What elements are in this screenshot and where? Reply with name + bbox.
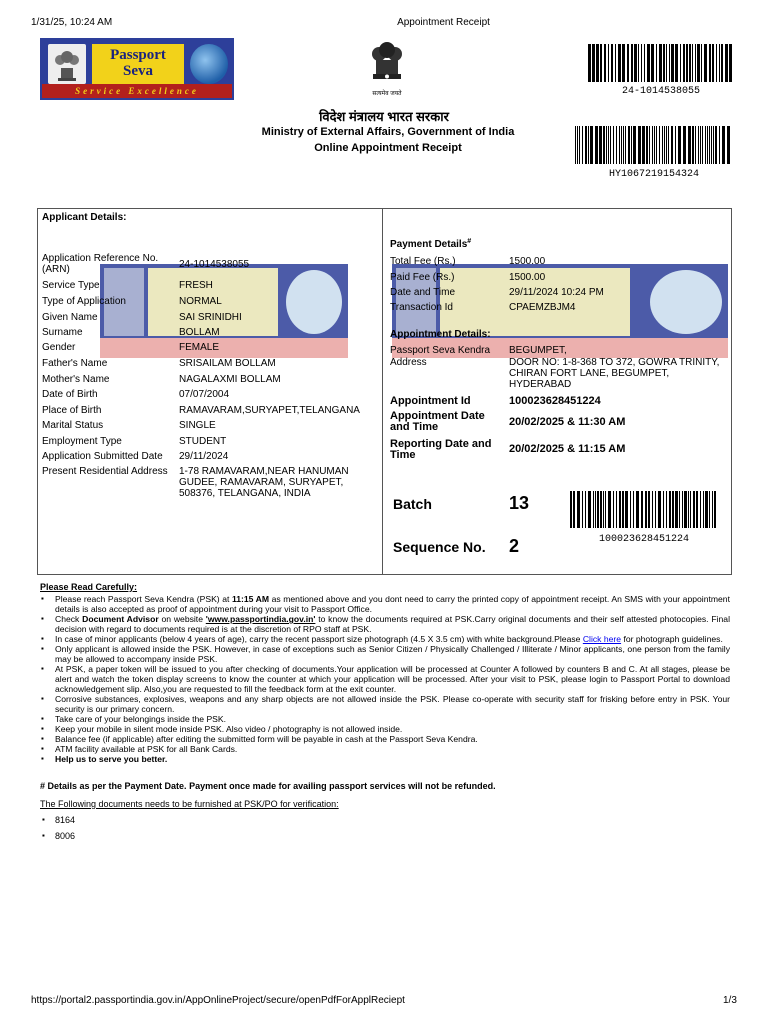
barcode-bar [701,44,702,82]
arn-barcode-text: 24-1014538055 [621,86,700,97]
logo-line2: Seva [123,63,153,79]
barcode-bar [619,126,620,164]
barcode-bar [711,126,712,164]
barcode-bar [675,126,676,164]
barcode-bar [683,126,686,164]
barcode-bar [618,44,621,82]
applicant-label: Application Reference No. (ARN) [42,253,159,275]
national-emblem-icon [370,40,404,96]
barcode-bar [666,126,667,164]
barcode-bar [729,44,732,82]
barcode-bar [593,491,594,528]
address-label: Address [390,357,427,368]
barcode-bar [666,44,667,82]
applicant-value: 24-1014538055 [179,259,250,270]
arn-barcode [588,44,734,82]
barcode-bar [692,126,694,164]
barcode-bar [628,126,630,164]
barcode-bar [668,126,669,164]
applicant-value: RAMAVARAM,SURYAPET,TELANGANA [179,405,360,416]
document-item: ▪ 8006 [40,828,75,844]
barcode-bar [599,126,602,164]
fee-note: # Details as per the Payment Date. Payment once made for availing passport services will not be refunded. [40,781,496,791]
barcode-bar [690,491,691,528]
note-item: ▪ At PSK, a paper token will be issued to you after checking of documents.Your application will be processed at Counter A followed by counters B and C. At all stages, please be alert and watch the token display screens to know the counter at which your application will be processed. After your visit to PSK, please login to Passport Portal to download acknowledgement slip. Also,you are requested to fill the feedback form at the exit counter. [40,664,730,694]
barcode-bar [645,491,647,528]
barcode-bar [662,126,663,164]
barcode-bar [671,126,673,164]
barcode-bar [709,44,711,82]
barcode-bar [716,44,717,82]
batch-label: Batch [393,496,432,512]
barcode-bar [616,491,617,528]
applicant-label: Present Residential Address [42,466,168,477]
note-item: ▪ Help us to serve you better. [40,754,730,764]
barcode-bar [697,44,700,82]
applicant-label: Marital Status [42,420,104,431]
barcode-bar [625,126,626,164]
barcode-bar [630,491,631,528]
barcode-bar [678,126,681,164]
applicant-value: FEMALE [179,342,220,353]
barcode-bar [692,44,693,82]
barcode-bar [664,126,665,164]
instructions [40,582,730,764]
instructions-heading: Please Read Carefully: [40,582,138,592]
barcode-bar [588,126,589,164]
barcode-bar [608,491,611,528]
logo-text [92,44,184,84]
note-item: ▪ Corrosive substances, explosives, weapons and any sharp objects are not allowed inside the PSK. Please co-operate with security staff for frisking before entry in PSK. Your security is our primary concern. [40,694,730,714]
payment-value: 1500.00 [509,272,546,283]
barcode-bar [627,44,629,82]
barcode-bar [705,491,708,528]
barcode-bar [656,44,658,82]
note-item [40,634,730,644]
note-time: 11:15 AM [231,594,270,604]
barcode-bar [672,491,674,528]
barcode-bar [615,44,616,82]
barcode-bar [596,44,599,82]
barcode-bar [633,491,634,528]
payment-heading [390,238,471,250]
note-text: on website [158,614,206,624]
applicant-heading: Applicant Details: [42,212,127,223]
barcode-bar [608,126,609,164]
note-item [40,614,730,634]
applicant-label: Given Name [42,312,98,323]
applicant-value: SRISAILAM BOLLAM [179,358,276,369]
barcode-bar [656,126,657,164]
ministry-heading: Ministry of External Affairs, Government of India [261,126,515,138]
barcode-bar [585,126,587,164]
applicant-value: 29/11/2024 [179,451,229,462]
barcode-bar [604,44,606,82]
document-advisor-text: Document Advisor [82,614,159,624]
globe-icon [190,44,228,84]
barcode-bar [641,44,642,82]
barcode-bar [659,126,660,164]
appointment-heading: Appointment Details: [390,329,491,340]
address-value: DOOR NO: 1-8-368 TO 372, GOWRA TRINITY, CHIRAN FORT LANE, BEGUMPET, HYDERABAD [509,357,720,390]
payment-label: Total Fee (Rs.) [390,256,456,267]
note-item: ▪ Only applicant is allowed inside the PSK. However, in case of exceptions such as Senior Citizen / Physically Challenged / Illiterate / Minor applicants, one person from the family may be allowed to accompany inside PSK. [40,644,730,664]
note-item: ▪ Take care of your belongings inside the PSK. [40,714,730,724]
barcode-bar [679,491,680,528]
barcode-bar [600,491,602,528]
sequence-label: Sequence No. [393,539,486,555]
barcode-bar [570,491,572,528]
barcode-bar [669,491,671,528]
hindi-heading: विदेश मंत्रालय भारत सरकार [319,109,449,124]
barcode-bar [631,126,632,164]
applicant-label: Mother's Name [42,374,110,385]
barcode-bar [582,126,583,164]
note-text: to know the documents required at PSK.Carry original documents and their self attested photocopies. Final decision with regard to documents required is at the discretion of RPO staff at PSK. [55,614,730,634]
barcode-bar [621,126,622,164]
barcode-bar [669,44,670,82]
barcode-bar [654,126,655,164]
note-item: ▪ ATM facility available at PSK for all Bank Cards. [40,744,730,754]
barcode-bar [725,44,728,82]
payment-value: 1500.00 [509,256,546,267]
details-divider [382,208,383,575]
reporting-dt-label: Reporting Date and Time [390,438,492,461]
barcode-bar [722,126,725,164]
barcode-bar [712,491,713,528]
barcode-bar [638,44,639,82]
barcode-bar [682,491,683,528]
logo-line1: Passport [110,47,166,63]
appointment-barcode-text: 100023628451224 [598,534,689,545]
file-barcode-text: HY1067219154324 [608,169,699,180]
documents-list [40,812,75,844]
emblem-motto: सत्यमेव जयते [372,91,402,97]
barcode-bar [684,491,687,528]
barcode-bar [659,44,662,82]
barcode-bar [622,44,625,82]
applicant-value: SINGLE [179,420,216,431]
document-item: ▪ 8164 [40,812,75,828]
barcode-bar [619,491,621,528]
barcode-bar [709,126,710,164]
barcode-bar [600,44,602,82]
note-text: Check [55,614,83,624]
barcode-bar [695,44,696,82]
barcode-bar [616,126,617,164]
applicant-value: BOLLAM [179,327,220,338]
barcode-bar [588,44,591,82]
photo-guidelines-link[interactable]: Click here [582,634,622,644]
barcode-bar [707,126,708,164]
barcode-bar [590,126,593,164]
barcode-bar [704,44,707,82]
appointment-id-label: Appointment Id [390,395,471,407]
barcode-bar [675,44,678,82]
barcode-bar [608,44,609,82]
barcode-bar [688,126,691,164]
applicant-label: Service Type [42,280,100,291]
barcode-bar [714,491,716,528]
barcode-bar [700,126,701,164]
applicant-label: Type of Application [42,296,126,307]
barcode-bar [715,126,717,164]
barcode-bar [577,126,578,164]
payment-label: Paid Fee (Rs.) [390,272,455,283]
barcode-bar [582,491,583,528]
barcode-bar [623,126,624,164]
applicant-value: SAI SRINIDHI [179,312,242,323]
applicant-value: 1-78 RAMAVARAM,NEAR HANUMAN GUDEE, RAMAVARAM, SURYAPET, 508376, TELANGANA, INDIA [179,466,349,499]
barcode-bar [721,44,723,82]
reporting-dt-value: 20/02/2025 & 11:15 AM [509,443,626,455]
barcode-bar [652,491,653,528]
receipt-title: Online Appointment Receipt [314,142,462,154]
applicant-value: STUDENT [179,436,227,447]
print-datetime: 1/31/25, 10:24 AM [31,17,113,28]
barcode-bar [727,126,730,164]
barcode-bar [638,126,641,164]
barcode-bar [592,44,595,82]
payment-label: Transaction Id [390,302,453,313]
barcode-bar [712,44,714,82]
barcode-bar [633,126,636,164]
appointment-barcode [570,491,718,528]
logo-band: Service Excellence [42,84,232,98]
barcode-bar [622,491,624,528]
barcode-bar [686,44,688,82]
barcode-bar [683,44,685,82]
barcode-bar [688,491,689,528]
barcode-bar [646,126,648,164]
barcode-bar [603,491,604,528]
barcode-bar [648,491,650,528]
emblem-icon [48,44,86,84]
barcode-bar [696,491,698,528]
applicant-label: Application Submitted Date [42,451,163,462]
passport-seva-logo [40,38,234,100]
barcode-bar [642,126,645,164]
barcode-bar [680,44,681,82]
documents-heading: The Following documents needs to be furnished at PSK/PO for verification: [40,799,339,809]
footer-page-number: 1/3 [723,995,737,1006]
barcode-bar [689,44,691,82]
barcode-bar [595,126,598,164]
psk-label: Passport Seva Kendra [390,345,491,356]
applicant-label: Gender [42,342,76,353]
note-text: as mentioned above and you dont need to carry the printed copy of appointment receipt. An SMS with your appointment details is also accepted as proof of appointment during your visit to Passport Office. [55,594,730,614]
barcode-bar [698,126,699,164]
barcode-bar [597,491,599,528]
barcode-bar [663,44,665,82]
barcode-bar [649,126,650,164]
barcode-bar [606,126,607,164]
note-text: Please reach Passport Seva Kendra (PSK) at [55,594,232,604]
barcode-bar [719,44,720,82]
barcode-bar [605,491,606,528]
barcode-bar [663,491,664,528]
payment-heading-mark: # [467,238,472,245]
barcode-bar [655,491,656,528]
barcode-bar [702,126,703,164]
barcode-bar [651,44,654,82]
barcode-bar [579,126,580,164]
barcode-bar [634,44,637,82]
barcode-bar [713,126,714,164]
appointment-dt-label: Appointment Date and Time [390,410,485,433]
barcode-bar [705,126,706,164]
barcode-bar [636,491,639,528]
payment-value: 29/11/2024 10:24 PM [509,287,604,298]
barcode-bar [644,44,645,82]
barcode-bar [575,126,576,164]
barcode-bar [641,491,642,528]
barcode-bar [588,491,591,528]
barcode-bar [652,126,653,164]
applicant-value: NORMAL [179,296,222,307]
barcode-bar [666,491,667,528]
note-text: In case of minor applicants (below 4 years of age), carry the recent passport size photograph (4.5 X 3.5 cm) with white background.Please [55,634,583,644]
note-item: ▪ Balance fee (if applicable) after editing the submitted form will be payable in cash at the Passport Seva Kendra. [40,734,730,744]
barcode-bar [613,491,614,528]
website-link[interactable]: 'www.passportindia.gov.in' [205,614,316,624]
applicant-label: Date of Birth [42,389,98,400]
barcode-bar [719,126,720,164]
applicant-label: Place of Birth [42,405,102,416]
barcode-bar [695,126,696,164]
barcode-bar [693,491,695,528]
barcode-bar [700,491,701,528]
barcode-bar [631,44,633,82]
barcode-bar [675,491,678,528]
barcode-bar [610,126,611,164]
note-item: ▪ Keep your mobile in silent mode inside PSK. Also video / photography is not allowed inside. [40,724,730,734]
file-barcode [575,126,733,164]
payment-value: CPAEMZBJM4 [509,302,576,313]
sequence-value: 2 [509,536,520,556]
barcode-bar [671,44,674,82]
appointment-dt-value: 20/02/2025 & 11:30 AM [509,416,626,428]
applicant-value: NAGALAXMI BOLLAM [179,374,281,385]
appointment-id-value: 100023628451224 [509,395,601,407]
applicant-value: FRESH [179,280,213,291]
psk-value: BEGUMPET, [509,345,567,356]
applicant-label: Father's Name [42,358,108,369]
barcode-bar [647,44,650,82]
barcode-bar [611,44,613,82]
barcode-bar [709,491,710,528]
print-title: Appointment Receipt [397,17,490,28]
barcode-bar [642,491,643,528]
note-item [40,594,730,614]
footer-url: https://portal2.passportindia.gov.in/AppOnlineProject/secure/openPdfForApplReciept [31,995,405,1006]
barcode-bar [603,126,605,164]
batch-value: 13 [509,493,530,513]
note-text: for photograph guidelines. [621,634,723,644]
applicant-value: 07/07/2004 [179,389,230,400]
barcode-bar [585,491,586,528]
payment-heading-text: Payment Details [390,239,468,251]
barcode-bar [595,491,596,528]
applicant-label: Surname [42,327,83,338]
barcode-bar [625,491,628,528]
barcode-bar [613,126,614,164]
barcode-bar [703,491,704,528]
barcode-bar [573,491,575,528]
payment-label: Date and Time [390,287,456,298]
barcode-bar [577,491,580,528]
barcode-bar [658,491,661,528]
applicant-label: Employment Type [42,436,122,447]
